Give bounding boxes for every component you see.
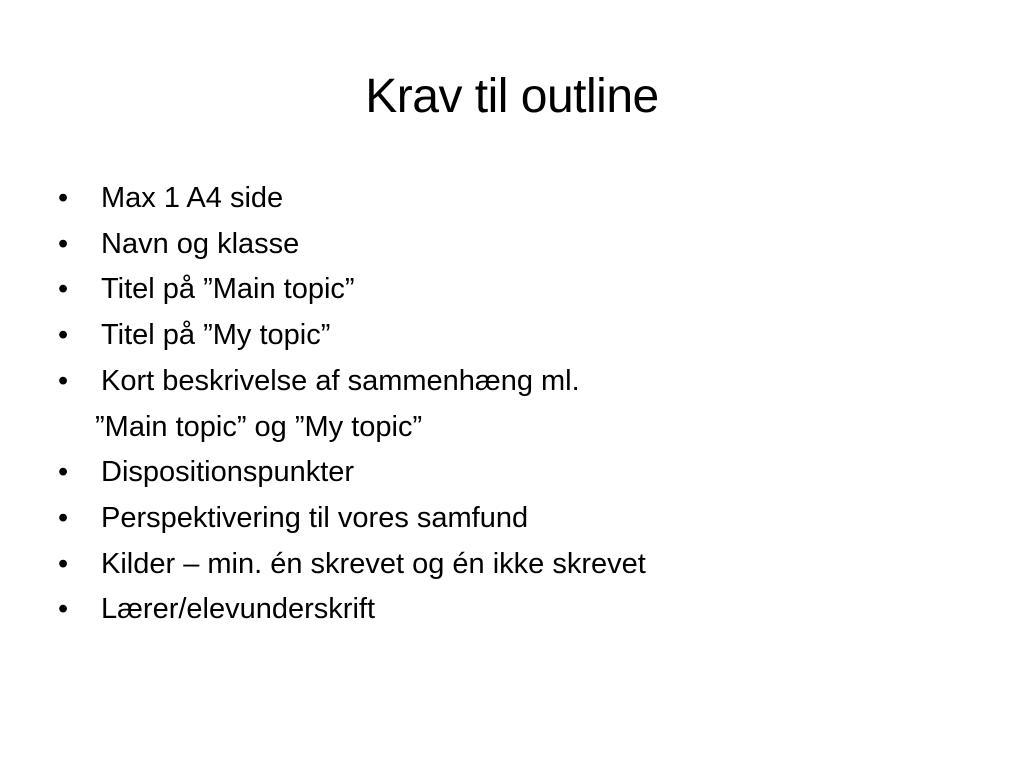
slide-title: Krav til outline (365, 70, 659, 123)
list-item-text: Lærer/elevunderskrift (101, 593, 375, 626)
bullet-icon: • (58, 547, 69, 580)
bullet-icon: • (58, 227, 69, 260)
list-item (58, 542, 978, 588)
bullet-list (58, 176, 978, 633)
bullet-icon: • (58, 456, 69, 489)
list-item (58, 313, 978, 359)
list-item-text: Titel på ”My topic” (101, 319, 331, 352)
list-item (58, 359, 978, 450)
list-item (58, 450, 978, 496)
list-item (58, 176, 978, 222)
bullet-icon: • (58, 501, 69, 534)
list-item (58, 587, 978, 633)
list-item (58, 222, 978, 268)
bullet-icon: • (58, 182, 69, 214)
list-item-text: Titel på ”Main topic” (101, 273, 355, 306)
list-item-continuation: ”Main topic” og ”My topic” (95, 410, 423, 443)
bullet-icon: • (58, 319, 69, 352)
list-item-text: Dispositionspunkter (101, 456, 355, 489)
list-item (58, 496, 978, 542)
list-item (58, 267, 978, 313)
list-item-text: Max 1 A4 side (101, 182, 284, 214)
list-item-text: Perspektivering til vores samfund (101, 501, 529, 534)
list-item-text: Navn og klasse (101, 227, 300, 260)
bullet-icon: • (58, 364, 69, 397)
bullet-icon: • (58, 273, 69, 306)
list-item-text: Kilder – min. én skrevet og én ikke skrevet (101, 547, 646, 580)
list-item-text: Kort beskrivelse af sammenhæng ml. (101, 364, 580, 397)
bullet-icon: • (58, 593, 69, 626)
